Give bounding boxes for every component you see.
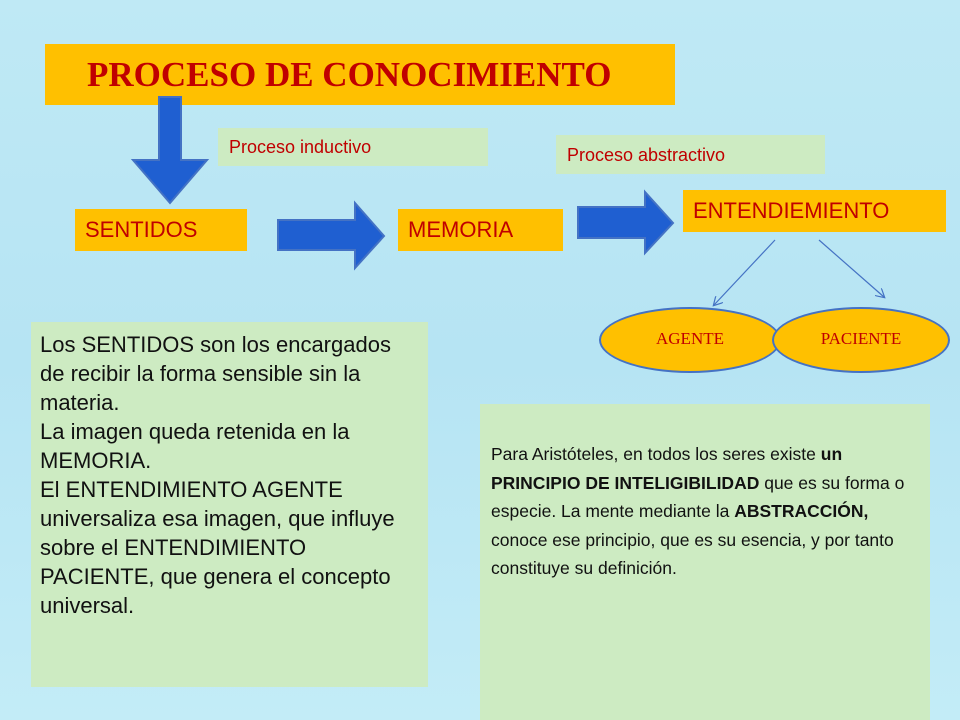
left-text-line: El ENTENDIMIENTO AGENTE universaliza esa imagen, que influye sobre el ENTENDIMIENTO PACIENTE, que genera el concepto universal. xyxy=(40,477,395,618)
right-text-bold: ABSTRACCIÓN, xyxy=(734,501,869,521)
node-patient: PACIENTE xyxy=(772,307,950,373)
thin-arrow-agent xyxy=(714,240,775,305)
label-inductive: Proceso inductivo xyxy=(218,128,488,166)
right-text-part: que es su forma o especie. La mente mediante la xyxy=(491,472,905,521)
right-text-part: conoce ese principio, que es su esencia, y por tanto constituye su definición. xyxy=(491,529,894,578)
node-understanding: ENTENDIEMIENTO xyxy=(683,190,946,232)
left-text-line: Los SENTIDOS son los encargados de recibir la forma sensible sin la materia. xyxy=(40,332,391,415)
label-abstractive: Proceso abstractivo xyxy=(556,135,825,174)
node-memory: MEMORIA xyxy=(398,209,563,251)
node-agent: AGENTE xyxy=(599,307,781,373)
left-text-line: La imagen queda retenida en la MEMORIA. xyxy=(40,419,350,473)
right-text-box xyxy=(480,404,930,720)
page-title: PROCESO DE CONOCIMIENTO xyxy=(45,44,675,105)
down-arrow xyxy=(133,97,207,203)
right-text-bold: un PRINCIPIO DE INTELIGIBILIDAD xyxy=(491,444,843,493)
right-arrow-memory-understanding xyxy=(578,192,673,253)
right-text-part: Para Aristóteles, en todos los seres existe xyxy=(491,444,821,464)
thin-arrow-patient xyxy=(819,240,884,297)
right-arrow-senses-memory xyxy=(278,203,384,268)
node-senses: SENTIDOS xyxy=(75,209,247,251)
left-text-box xyxy=(31,322,428,687)
